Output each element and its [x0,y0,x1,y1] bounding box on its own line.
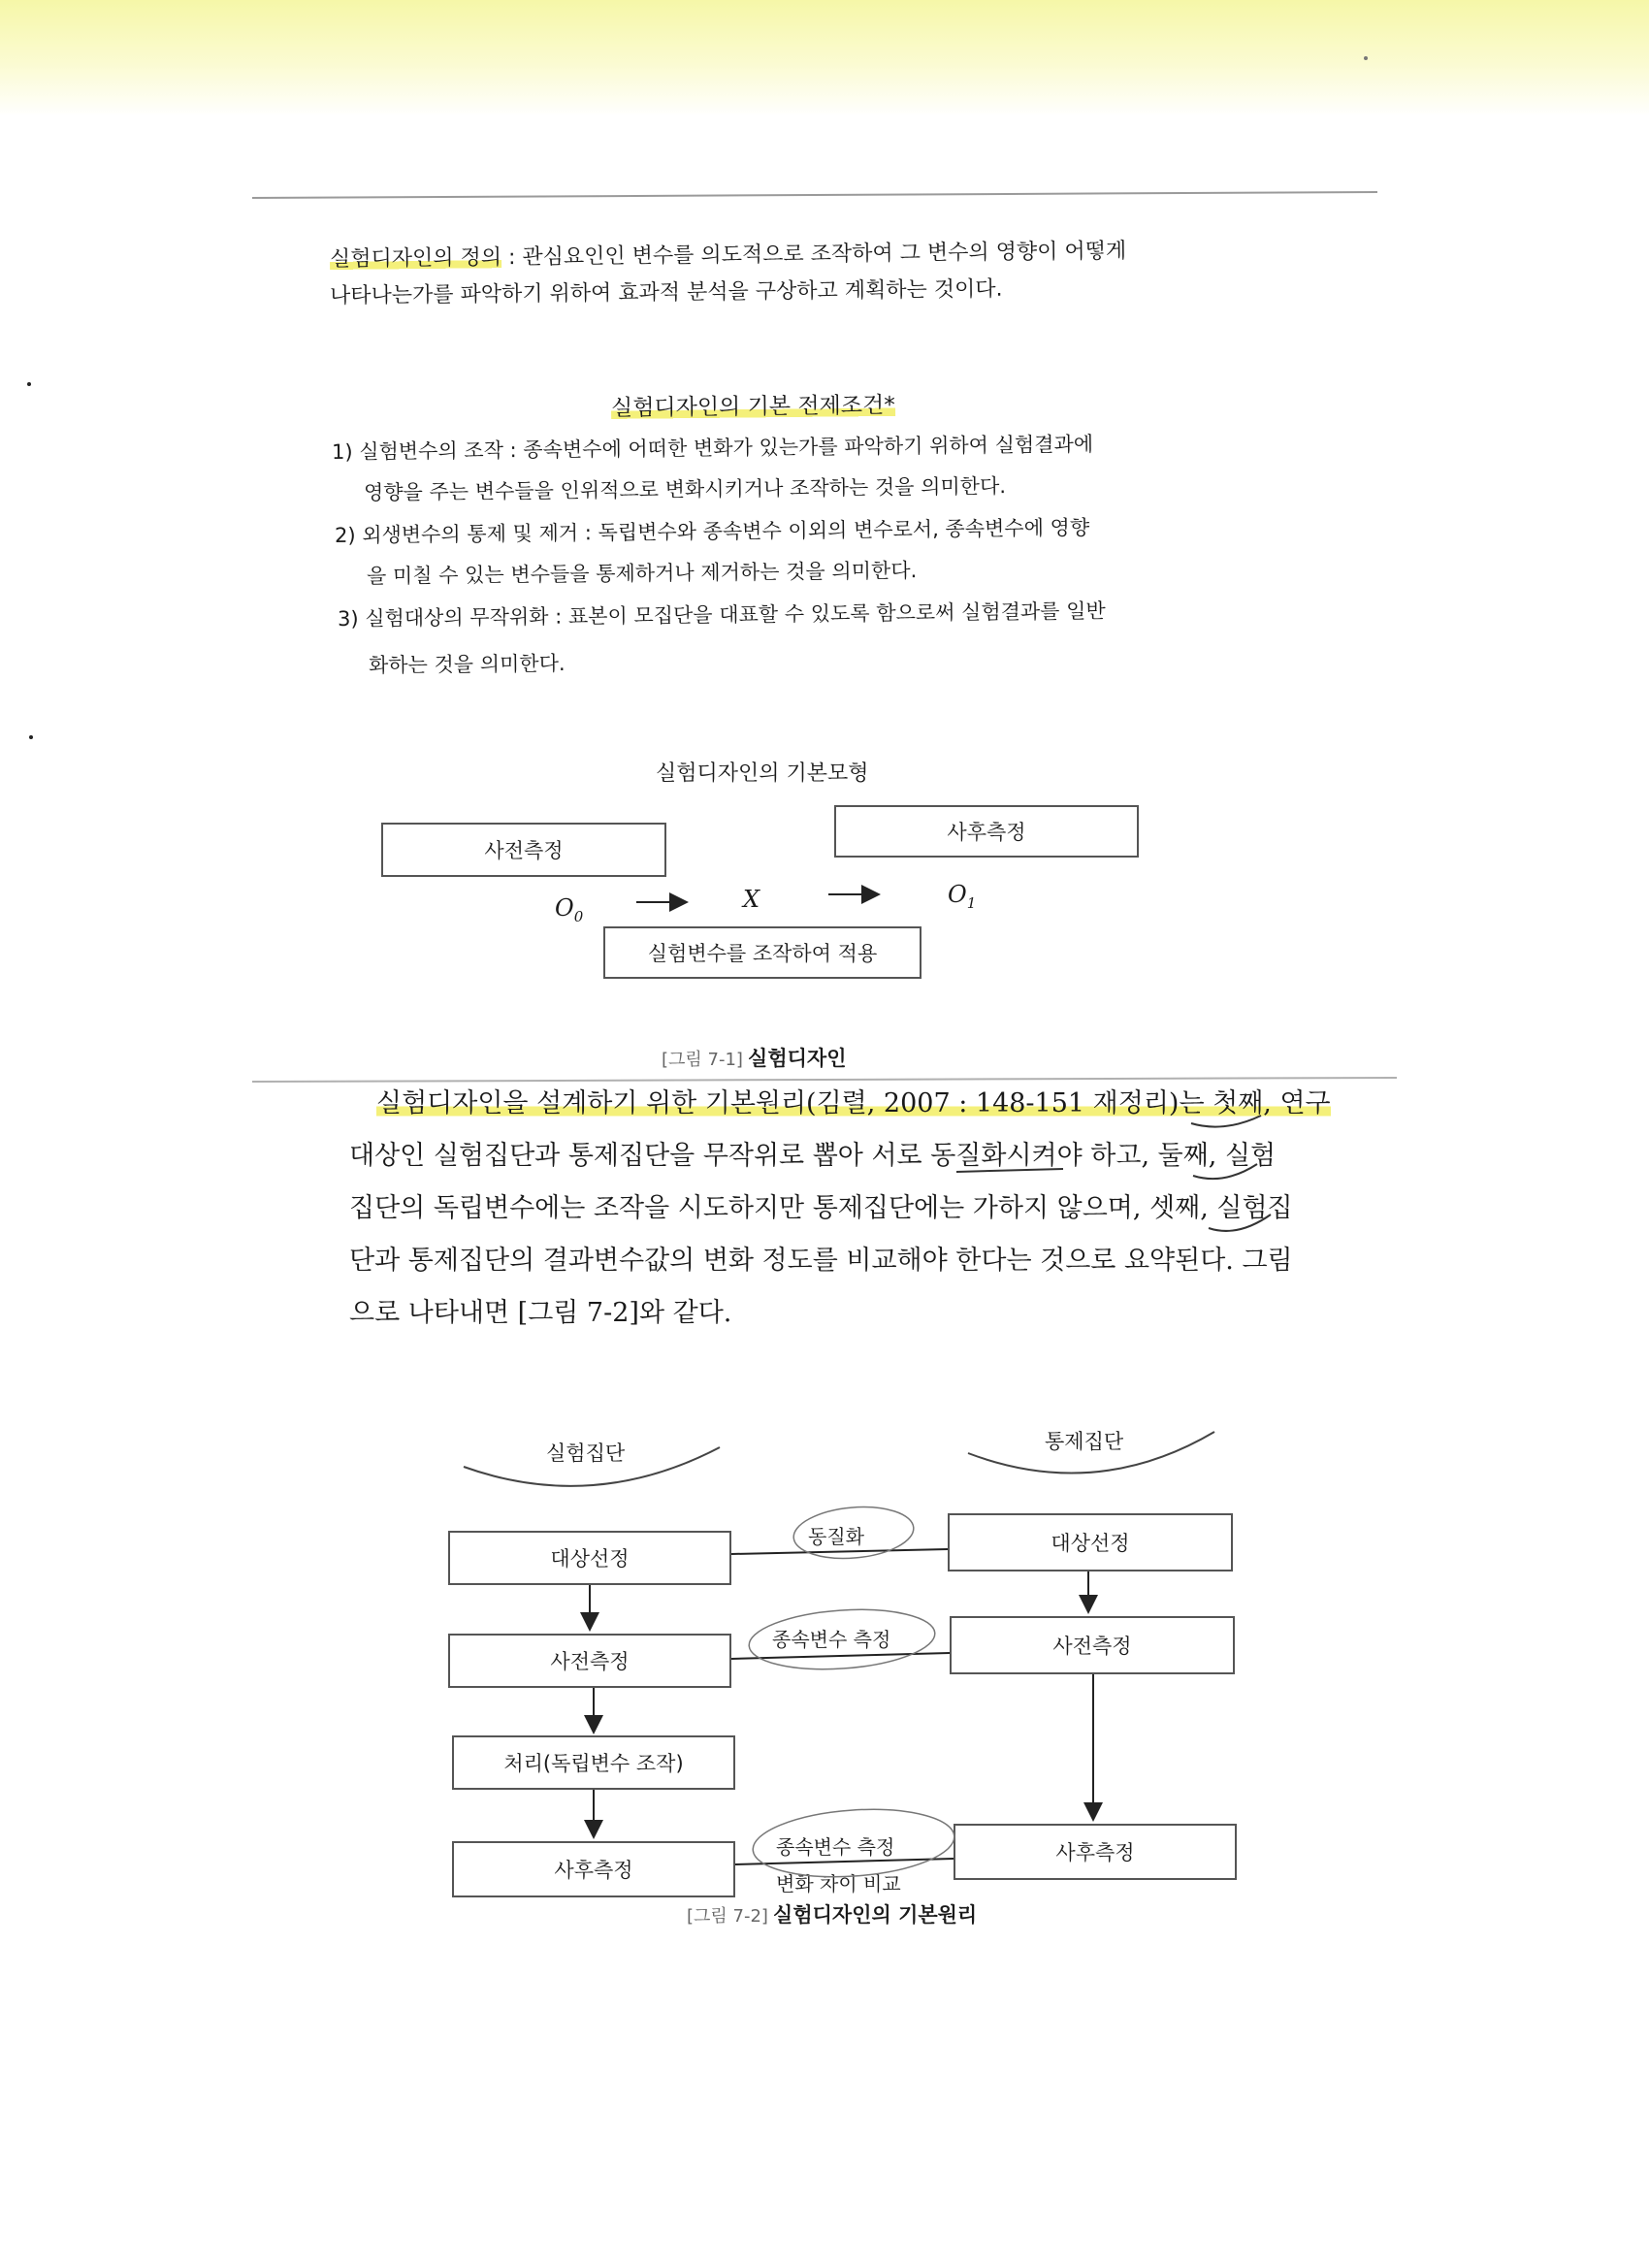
figure1-caption-number: [그림 7-1] [662,1050,743,1070]
definition-term: 실험디자인의 정의 [329,245,502,272]
figure2-connector-1 [731,1549,948,1554]
premise-2-line-2: 을 미칠 수 있는 변수들을 통제하거나 제거하는 것을 의미한다. [366,559,918,588]
figure2-link-homogenize: 동질화 [808,1525,864,1548]
definition-text-1: 관심요인인 변수를 의도적으로 조작하여 그 변수의 영향이 어떻게 [522,239,1127,270]
paragraph-line-4: 단과 통제집단의 결과변수값의 변화 정도를 비교해야 한다는 것으로 요약된다. 그림 [349,1246,1293,1276]
premise-3-line-1: 3) 실험대상의 무작위화 : 표본이 모집단을 대표할 수 있도록 함으로써 실험결과를 일반 [337,599,1106,631]
pen-underline-1 [1191,1116,1261,1127]
pen-circle-measure-1 [747,1604,937,1674]
figure1-x: X [743,886,760,913]
pen-underline-2 [956,1169,1063,1172]
figure2-link-compare: 변화 차이 비교 [776,1872,901,1895]
figure2-left-box-3: 처리(독립변수 조작) [452,1735,735,1790]
paragraph-line-5: 으로 나타내면 [그림 7-2]와 같다. [349,1298,732,1328]
premise-2-line-1: 2) 외생변수의 통제 및 제거 : 독립변수와 종속변수 이외의 변수로서, 종속변수에 영향 [334,515,1090,547]
figure1-o0: $O_0$ [555,894,584,925]
scan-speck [1364,56,1368,60]
premises-title-text: 실험디자인의 기본 전제조건* [610,392,895,421]
figure1-heading: 실험디자인의 기본모형 [656,761,869,786]
pen-circle-measure-2 [751,1803,956,1883]
paragraph-highlight: 실험디자인을 설계하기 위한 기본원리(김렬, 2007 : 148-151 재정리)는 첫째, 연구 [376,1088,1331,1118]
premise-1-line-2: 영향을 주는 변수들을 인위적으로 변화시키거나 조작하는 것을 의미한다. [363,474,1007,504]
pen-underline-3 [1193,1164,1257,1179]
pen-underline-4 [1209,1215,1271,1231]
paragraph-line-2: 대상인 실험집단과 통제집단을 무작위로 뽑아 서로 동질화시켜야 하고, 둘째, 실험 [349,1141,1277,1171]
figure2-right-box-2: 사전측정 [950,1616,1235,1674]
figure2-link-measure-2: 종속변수 측정 [776,1835,895,1859]
figure1-o1: $O_1$ [948,881,977,912]
figure2-caption-title: 실험디자인의 기본원리 [773,1903,978,1927]
figure2-right-box-3: 사후측정 [954,1824,1237,1880]
figure1-apply-box: 실험변수를 조작하여 적용 [603,926,922,979]
figure2-exp-group-arc [464,1447,720,1486]
figure2-left-box-4: 사후측정 [452,1841,735,1897]
figure1-pre-box: 사전측정 [381,823,666,877]
figure2-left-box-2: 사전측정 [448,1634,731,1688]
figure2-right-box-1: 대상선정 [948,1513,1233,1571]
scan-speck [29,735,33,739]
figure1-caption-title: 실험디자인 [748,1047,847,1070]
paragraph-line-3: 집단의 독립변수에는 조작을 시도하지만 통제집단에는 가하지 않으며, 셋째, 실험집 [349,1193,1293,1223]
figure2-left-box-1: 대상선정 [448,1531,731,1585]
definition-line-1: 실험디자인의 정의 : 관심요인인 변수를 의도적으로 조작하여 그 변수의 영향이 어떻게 [329,239,1127,272]
figure2-link-measure-1: 종속변수 측정 [772,1628,891,1651]
premise-1-line-1: 1) 실험변수의 조작 : 종속변수에 어떠한 변화가 있는가를 파악하기 위하여 실험결과에 [331,432,1094,464]
figure2-caption-number: [그림 7-2] [687,1906,768,1927]
scan-speck [27,382,31,386]
figure2-exp-group-label: 실험집단 [546,1442,626,1465]
figure2-connector-2 [731,1653,950,1659]
definition-line-2: 나타나는가를 파악하기 위하여 효과적 분석을 구상하고 계획하는 것이다. [329,276,1003,308]
figure2-ctrl-group-label: 통제집단 [1045,1430,1124,1453]
figure2-ctrl-group-arc [968,1432,1214,1473]
premise-3-line-2: 화하는 것을 의미한다. [368,651,566,677]
figure1-post-box: 사후측정 [834,805,1139,858]
pen-circle-homogenize [792,1503,916,1564]
